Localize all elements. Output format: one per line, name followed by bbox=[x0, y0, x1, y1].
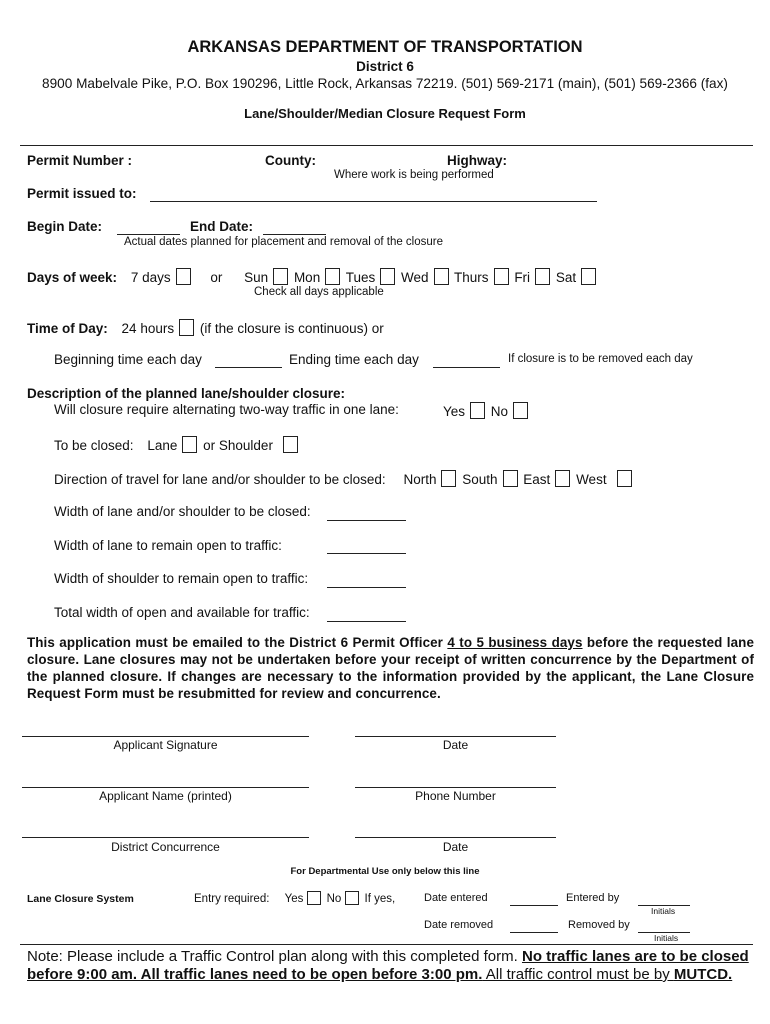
phone-number-label: Phone Number bbox=[415, 789, 496, 803]
time-of-day-label: Time of Day: bbox=[27, 321, 108, 336]
wed-label: Wed bbox=[401, 270, 429, 285]
shoulder-label: or Shoulder bbox=[203, 438, 273, 453]
agency-title: ARKANSAS DEPARTMENT OF TRANSPORTATION bbox=[187, 38, 583, 56]
begin-date-label: Begin Date: bbox=[27, 219, 103, 234]
applicant-signature-line[interactable] bbox=[22, 736, 309, 737]
note-time-restriction: No traffic lanes are to be closed before 9:00 am. All traffic lanes need to be open before 3:00 pm. bbox=[27, 948, 749, 983]
alternating-label: Will closure require alternating two-way traffic in one lane: bbox=[54, 402, 399, 417]
concurrence-date-label: Date bbox=[442, 840, 469, 854]
applicant-signature-label: Applicant Signature bbox=[113, 738, 218, 752]
removed-note: If closure is to be removed each day bbox=[508, 353, 693, 365]
highway-note: Where work is being performed bbox=[334, 169, 494, 181]
east-checkbox[interactable] bbox=[555, 470, 570, 487]
applicant-name-label: Applicant Name (printed) bbox=[99, 789, 232, 803]
lane-checkbox[interactable] bbox=[182, 436, 197, 453]
entry-no-label: No bbox=[326, 893, 342, 905]
form-bottom-border bbox=[20, 944, 753, 945]
note-part1: Note: Please include a Traffic Control plan along with this completed form. bbox=[27, 948, 522, 965]
entry-no-checkbox[interactable] bbox=[345, 891, 359, 905]
date-removed-label: Date removed bbox=[424, 919, 494, 931]
alternating-options bbox=[443, 402, 530, 419]
seven-days-checkbox[interactable] bbox=[176, 268, 191, 285]
width-lane-open-field[interactable] bbox=[327, 553, 406, 554]
lane-label: Lane bbox=[147, 438, 178, 453]
thurs-checkbox[interactable] bbox=[494, 268, 509, 285]
alternating-yes-checkbox[interactable] bbox=[470, 402, 485, 419]
concurrence-date-line[interactable] bbox=[355, 837, 556, 838]
date-entered-label: Date entered bbox=[424, 892, 488, 904]
thurs-label: Thurs bbox=[454, 270, 489, 285]
west-checkbox[interactable] bbox=[617, 470, 632, 487]
if-yes-label: If yes, bbox=[364, 893, 396, 905]
date-entered-field[interactable] bbox=[510, 905, 558, 906]
entered-by-label: Entered by bbox=[566, 892, 620, 904]
instructions-part1: This application must be emailed to the District 6 Permit Officer bbox=[27, 635, 448, 650]
width-shoulder-open-label: Width of shoulder to remain open to traffic: bbox=[54, 571, 309, 586]
permit-number-label: Permit Number : bbox=[27, 153, 133, 168]
initials-label-1: Initials bbox=[651, 906, 676, 916]
applicant-name-line[interactable] bbox=[22, 787, 309, 788]
beginning-time-label: Beginning time each day bbox=[54, 352, 202, 367]
description-heading: Description of the planned lane/shoulder closure: bbox=[27, 386, 346, 401]
to-be-closed-label: To be closed: bbox=[54, 438, 134, 453]
west-label: West bbox=[576, 472, 607, 487]
north-checkbox[interactable] bbox=[441, 470, 456, 487]
mon-label: Mon bbox=[293, 270, 321, 285]
south-label: South bbox=[462, 472, 498, 487]
form-top-border bbox=[20, 145, 753, 146]
highway-label: Highway: bbox=[447, 153, 508, 168]
sat-label: Sat bbox=[555, 270, 577, 285]
fri-checkbox[interactable] bbox=[535, 268, 550, 285]
fri-label: Fri bbox=[514, 270, 531, 285]
direction-row bbox=[54, 470, 634, 487]
alternating-yes-label: Yes bbox=[443, 404, 466, 419]
mon-checkbox[interactable] bbox=[325, 268, 340, 285]
to-be-closed-row bbox=[54, 436, 300, 453]
county-label: County: bbox=[265, 153, 316, 168]
district-label: District 6 bbox=[356, 59, 414, 74]
time-of-day-row bbox=[27, 319, 384, 336]
instructions-deadline: 4 to 5 business days bbox=[447, 635, 583, 650]
alternating-no-label: No bbox=[490, 404, 509, 419]
continuous-label: (if the closure is continuous) or bbox=[199, 321, 384, 336]
width-shoulder-open-field[interactable] bbox=[327, 587, 406, 588]
north-label: North bbox=[403, 472, 437, 487]
begin-date-field[interactable] bbox=[117, 234, 180, 235]
days-note: Check all days applicable bbox=[254, 286, 384, 298]
width-closed-field[interactable] bbox=[327, 520, 406, 521]
sat-checkbox[interactable] bbox=[581, 268, 596, 285]
phone-number-line[interactable] bbox=[355, 787, 556, 788]
dates-note: Actual dates planned for placement and removal of the closure bbox=[124, 236, 443, 248]
total-width-field[interactable] bbox=[327, 621, 406, 622]
alternating-no-checkbox[interactable] bbox=[513, 402, 528, 419]
beginning-time-field[interactable] bbox=[215, 367, 282, 368]
total-width-label: Total width of open and available for traffic: bbox=[54, 605, 310, 620]
days-of-week-label: Days of week: bbox=[27, 270, 118, 285]
signature-date-label: Date bbox=[442, 738, 469, 752]
east-label: East bbox=[523, 472, 551, 487]
footer-note bbox=[27, 948, 757, 984]
sun-label: Sun bbox=[244, 270, 269, 285]
width-lane-open-label: Width of lane to remain open to traffic: bbox=[54, 538, 282, 553]
wed-checkbox[interactable] bbox=[434, 268, 449, 285]
hours-label: 24 hours bbox=[121, 321, 175, 336]
or-label: or bbox=[210, 270, 223, 285]
tues-checkbox[interactable] bbox=[380, 268, 395, 285]
ending-time-label: Ending time each day bbox=[289, 352, 419, 367]
tues-label: Tues bbox=[345, 270, 376, 285]
signature-date-line[interactable] bbox=[355, 736, 556, 737]
departmental-heading: For Departmental Use only below this line bbox=[290, 866, 480, 877]
entry-required-label: Entry required: bbox=[194, 893, 270, 905]
sun-checkbox[interactable] bbox=[273, 268, 288, 285]
shoulder-checkbox[interactable] bbox=[283, 436, 298, 453]
entry-yes-label: Yes bbox=[284, 893, 304, 905]
lane-closure-system-label: Lane Closure System bbox=[27, 893, 134, 905]
entry-yes-checkbox[interactable] bbox=[307, 891, 321, 905]
removed-by-label: Removed by bbox=[568, 919, 630, 931]
south-checkbox[interactable] bbox=[503, 470, 518, 487]
end-date-field[interactable] bbox=[263, 234, 326, 235]
date-removed-field[interactable] bbox=[510, 932, 558, 933]
instructions-part2: before the requested lane closure. Lane closures may not be undertaken before your receipt of written concurrence by the Department of the planned closure. If changes are necessary to the information provided by the applicant, the Lane Closure Request Form must be resubmitted for review and concurrence. bbox=[27, 635, 754, 701]
permit-issued-field[interactable] bbox=[150, 201, 597, 202]
days-of-week-row bbox=[27, 268, 598, 285]
form-title: Lane/Shoulder/Median Closure Request Form bbox=[244, 106, 526, 121]
direction-label: Direction of travel for lane and/or shoulder to be closed: bbox=[54, 472, 386, 487]
instructions-paragraph bbox=[27, 634, 754, 702]
width-closed-label: Width of lane and/or shoulder to be closed: bbox=[54, 504, 311, 519]
ending-time-field[interactable] bbox=[433, 367, 500, 368]
permit-issued-label: Permit issued to: bbox=[27, 186, 137, 201]
initials-label-2: Initials bbox=[654, 933, 679, 943]
note-part2: All traffic control must be by bbox=[482, 966, 674, 983]
entry-required-row bbox=[194, 891, 395, 905]
hours-checkbox[interactable] bbox=[179, 319, 194, 336]
agency-address: 8900 Mabelvale Pike, P.O. Box 190296, Little Rock, Arkansas 72219. (501) 569-2171 (main), (501) 569-2366 (fax) bbox=[42, 76, 728, 91]
district-concurrence-label: District Concurrence bbox=[111, 840, 220, 854]
district-concurrence-line[interactable] bbox=[22, 837, 309, 838]
end-date-label: End Date: bbox=[190, 219, 254, 234]
seven-days-label: 7 days bbox=[130, 270, 171, 285]
note-mutcd: MUTCD. bbox=[673, 966, 733, 983]
